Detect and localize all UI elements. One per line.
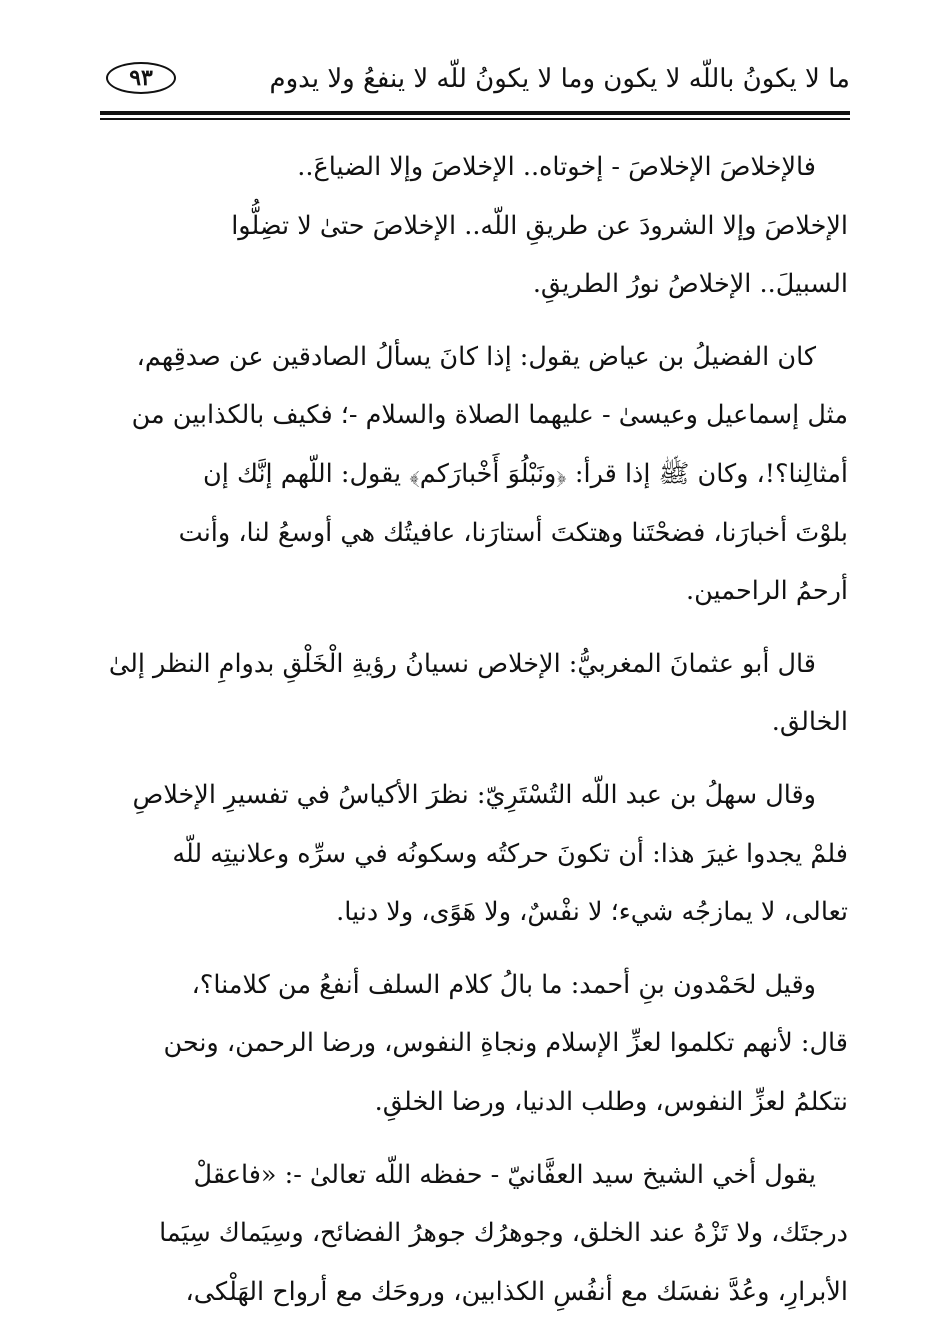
paragraph — [100, 1146, 848, 1322]
text-line: الإخلاصَ وإلا الشرودَ عن طريقِ اللّه.. الإخلاصَ حتىٰ لا تضِلُّوا — [231, 210, 848, 241]
text-line: كان الفضيلُ بن عياض يقول: إذا كانَ يسألُ الصادقين عن صدقِهم، — [136, 341, 816, 372]
text-line: قال: لأنهم تكلموا لعزِّ الإسلام ونجاةِ النفوس، ورضا الرحمن، ونحن — [163, 1028, 848, 1059]
text-line: قال أبو عثمانَ المغربيُّ: الإخلاص نسيانُ رؤيةِ الْخَلْقِ بدوامِ النظر إلىٰ — [108, 648, 816, 679]
text-line: وقال سهلُ بن عبد اللّه التُسْتَرِيّ: نظرَ الأكياسُ في تفسيرِ الإخلاصِ — [132, 779, 816, 810]
text-line: نتكلمُ لعزِّ النفوس، وطلب الدنيا، ورضا الخلقِ. — [374, 1086, 848, 1117]
text-line: الخالق. — [771, 707, 848, 738]
page-header — [100, 48, 850, 118]
header-rule — [100, 111, 850, 115]
paragraph — [100, 328, 848, 621]
paragraph — [100, 766, 848, 942]
paragraph — [100, 635, 848, 752]
text-line: درجتَك، ولا تَزْهُ عند الخلق، وجوهرُك جوهرُ الفضائح، وسِيَماك سِيَما — [159, 1218, 848, 1249]
text-line: فالإخلاصَ الإخلاصَ - إخوتاه.. الإخلاصَ وإلا الضياعَ.. — [297, 152, 816, 182]
text-line: تعالى، لا يمازجُه شيء؛ لا نفْسٌ، ولا هَوًى، ولا دنيا. — [336, 897, 848, 928]
text-line: أرحمُ الراحمين. — [686, 576, 848, 607]
paragraph — [100, 138, 848, 314]
text-line: وقيل لحَمْدون بنِ أحمد: ما بالُ كلام السلف أنفعُ من كلامنا؟، — [191, 969, 816, 1000]
header-rule-thin — [100, 118, 850, 120]
page-number: ٩٣ — [106, 62, 176, 94]
running-title: ما لا يكونُ باللّه لا يكون وما لا يكونُ للّه لا ينفعُ ولا يدوم — [269, 64, 850, 94]
text-line: السبيلَ.. الإخلاصُ نورُ الطريقِ. — [532, 269, 848, 300]
text-line: فلمْ يجدوا غيرَ هذا: أن تكونَ حركتُه وسكونُه في سرِّه وعلانيتِه للّه — [172, 838, 848, 869]
body-text — [100, 138, 848, 1335]
text-line: بلوْتَ أخبارَنا، فضحْتَنا وهتكتَ أستارَنا، عافيتُك هي أوسعُ لنا، وأنت — [178, 517, 848, 548]
paragraph — [100, 956, 848, 1132]
text-line: يقول أخي الشيخ سيد العفَّانيّ - حفظه اللّه تعالىٰ -: «فاعقلْ — [193, 1159, 816, 1190]
text-line: أمثالِنا؟!، وكان ﷺ إذا قرأ: ﴿ونَبْلُوَ أَخْبارَكم﴾ يقول: اللّهم إنَّك إن — [203, 458, 848, 489]
text-line: مثل إسماعيل وعيسىٰ - عليهما الصلاة والسلام -؛ فكيف بالكذابين من — [131, 400, 848, 431]
text-line: الأبرارِ، وعُدَّ نفسَك مع أنفُسِ الكذابين، وروحَك مع أرواح الهَلْكى، — [185, 1276, 848, 1307]
